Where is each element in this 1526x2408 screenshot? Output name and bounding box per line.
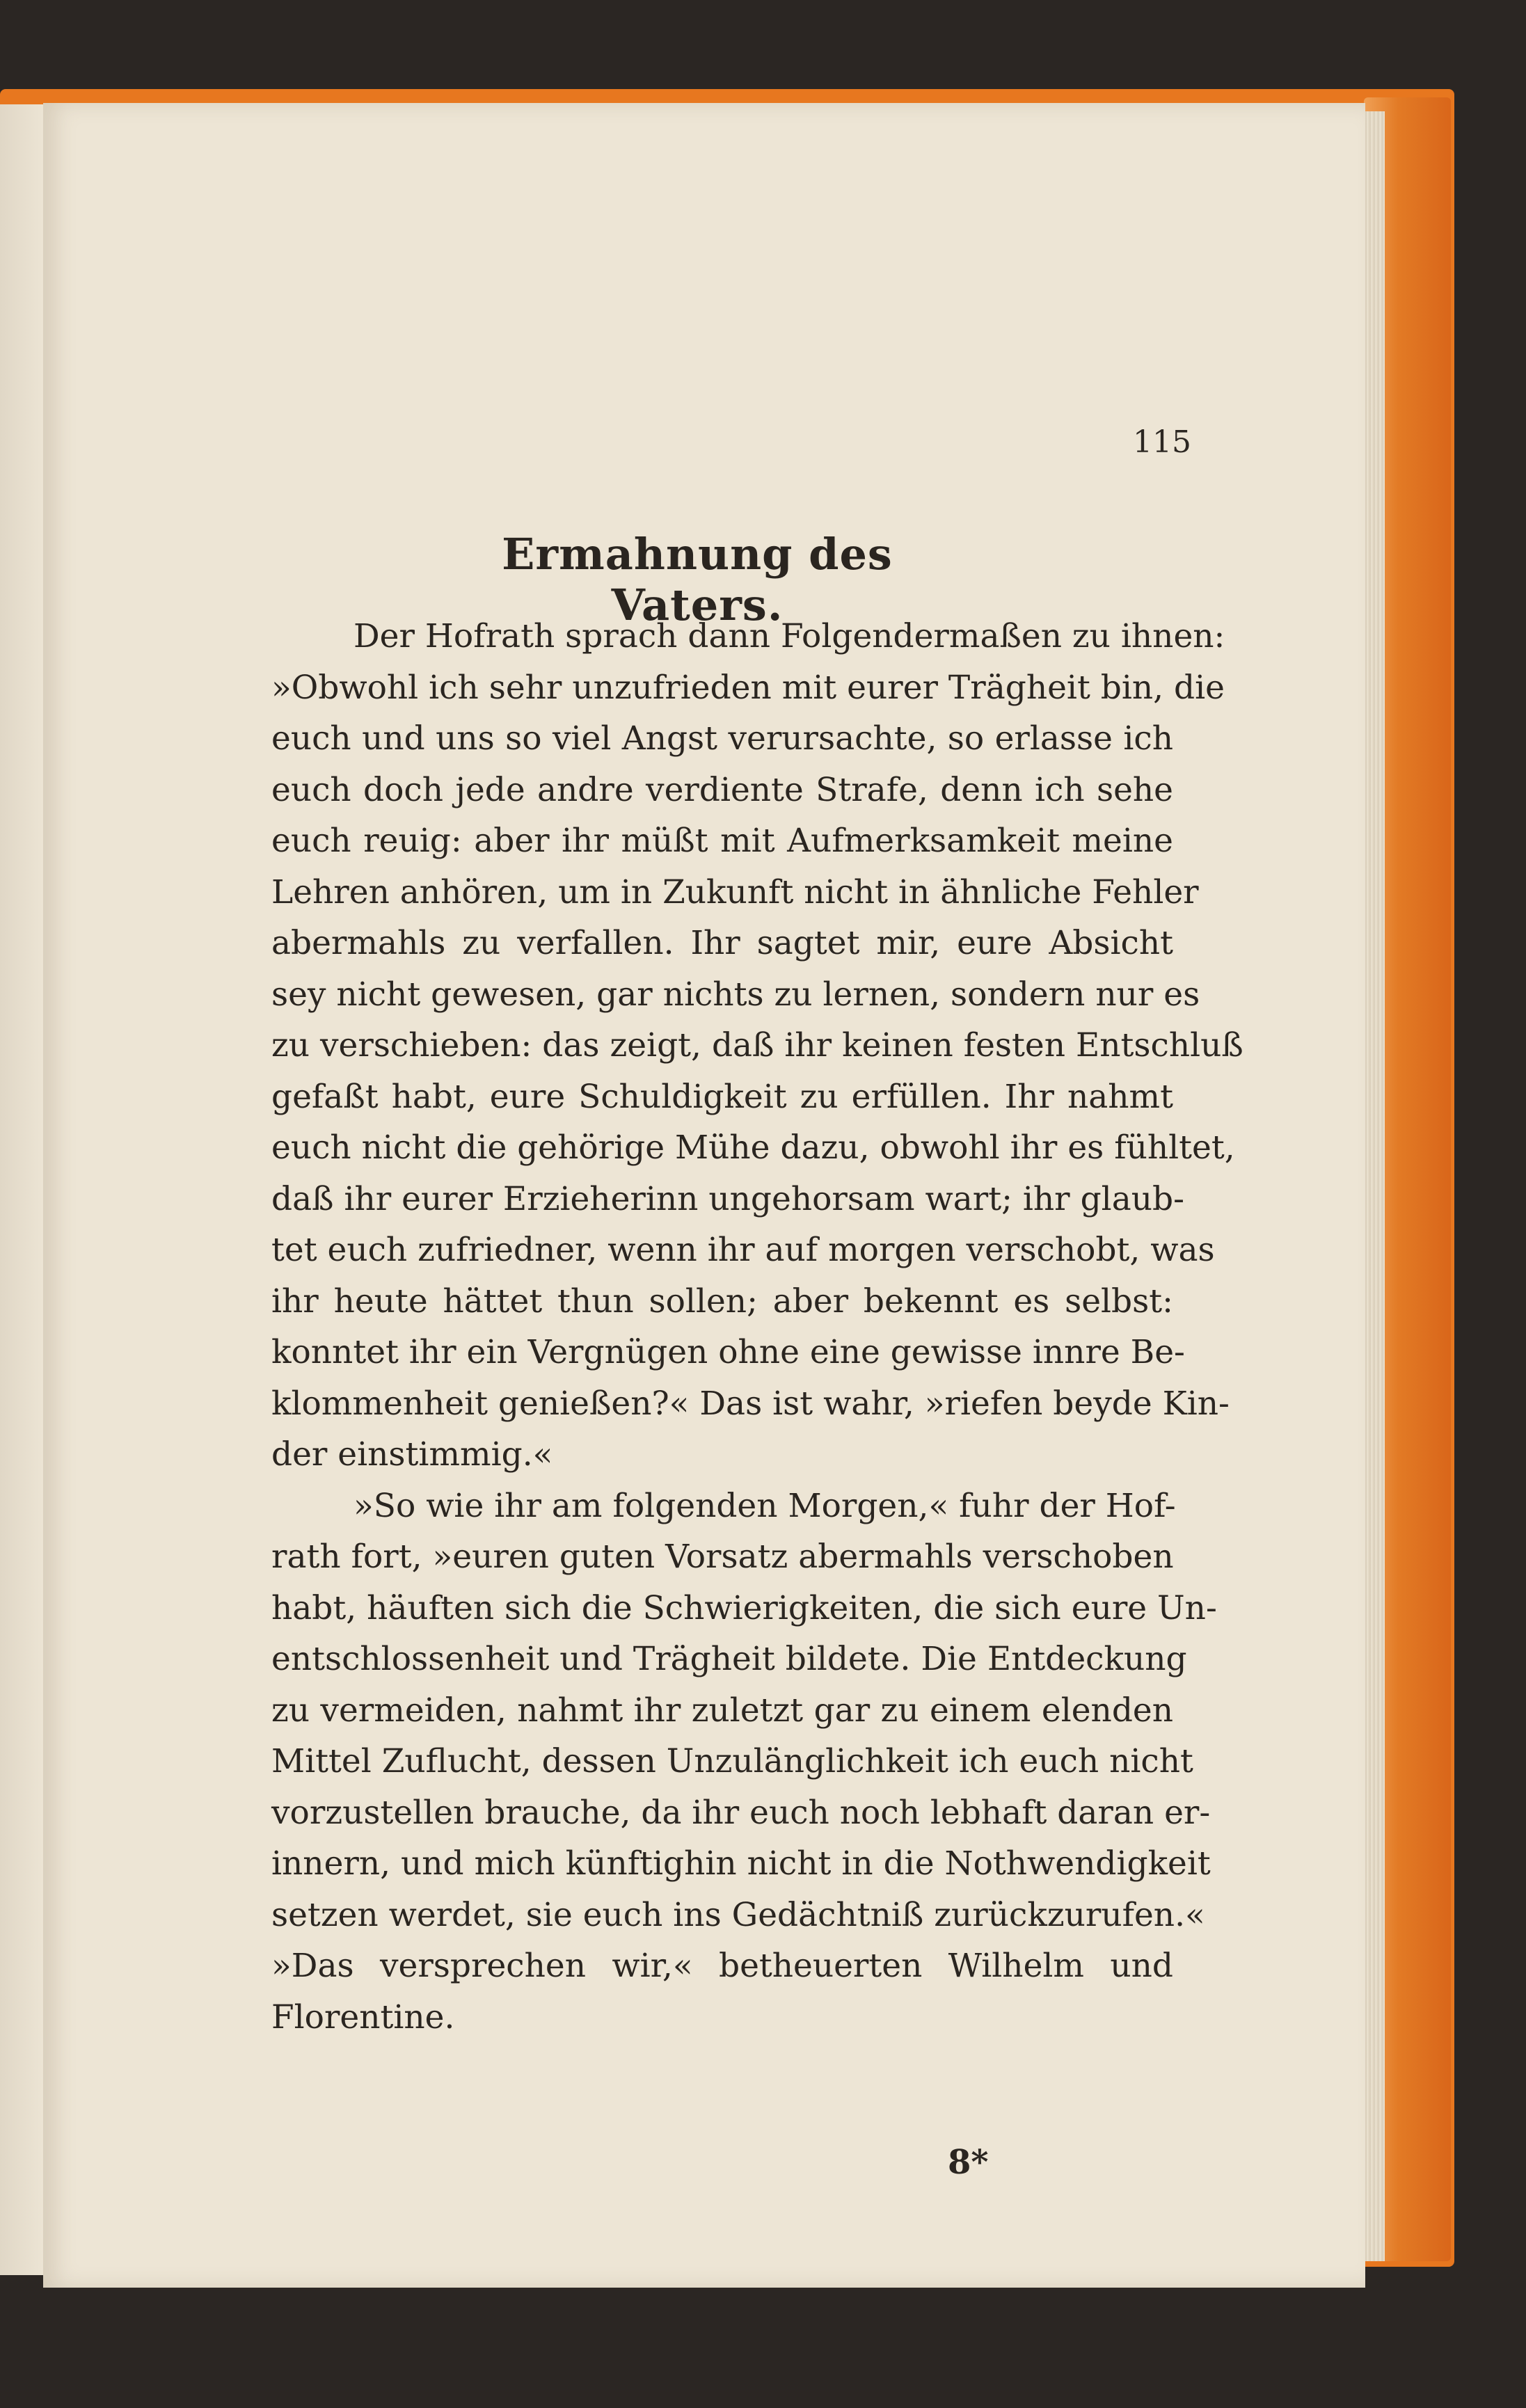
text-line: Der Hofrath sprach dann Folgendermaßen zu ihnen: — [353, 617, 1225, 655]
text-line: daß ihr eurer Erzieherinn ungehorsam wart; ihr glaub- — [271, 1179, 1184, 1218]
text-line: euch nicht die gehörige Mühe dazu, obwohl ihr es fühltet, — [271, 1129, 1235, 1167]
text-line: habt, häuften sich die Schwierigkeiten, die sich eure Un- — [271, 1588, 1217, 1627]
text-line: rath fort, »euren guten Vorsatz abermahls verschoben — [271, 1538, 1174, 1576]
text-line: gefaßt habt, eure Schuldigkeit zu erfüllen. Ihr nahmt — [271, 1077, 1173, 1116]
text-line: entschlossenheit und Trägheit bildete. Die Entdeckung — [271, 1640, 1187, 1678]
text-line: zu vermeiden, nahmt ihr zuletzt gar zu einem elenden — [271, 1691, 1173, 1730]
text-line: Lehren anhören, um in Zukunft nicht in ähnliche Fehler — [271, 872, 1199, 911]
body-text — [271, 611, 1243, 2043]
page-number: 115 — [1133, 424, 1191, 460]
text-line: konntet ihr ein Vergnügen ohne eine gewisse innre Be- — [271, 1333, 1185, 1371]
text-line: Florentine. — [271, 1998, 455, 2036]
chapter-heading: Ermahnung des Vaters. — [502, 529, 893, 630]
text-line: abermahls zu verfallen. Ihr sagtet mir, eure Absicht — [271, 924, 1173, 962]
text-line: euch und uns so viel Angst verursachte, so erlasse ich — [271, 719, 1173, 758]
text-line: euch reuig: aber ihr müßt mit Aufmerksamkeit meine — [271, 822, 1173, 860]
signature-mark: 8* — [948, 2143, 989, 2182]
text-line: innern, und mich künftighin nicht in die Nothwendigkeit — [271, 1844, 1211, 1883]
text-line: »Obwohl ich sehr unzufrieden mit eurer Trägheit bin, die — [271, 668, 1225, 707]
text-line: vorzustellen brauche, da ihr euch noch lebhaft daran er- — [271, 1793, 1211, 1832]
text-line: tet euch zufriedner, wenn ihr auf morgen verschobt, was — [271, 1231, 1215, 1269]
text-line: ihr heute hättet thun sollen; aber bekennt es selbst: — [271, 1282, 1173, 1321]
text-line: »So wie ihr am folgenden Morgen,« fuhr der Hof- — [353, 1486, 1176, 1525]
facing-page — [0, 104, 43, 2275]
text-line: klommenheit genießen?« Das ist wahr, »riefen beyde Kin- — [271, 1384, 1230, 1423]
text-line: der einstimmig.« — [271, 1435, 553, 1474]
text-line: sey nicht gewesen, gar nichts zu lernen, sondern nur es — [271, 975, 1200, 1014]
book-page — [43, 103, 1365, 2288]
text-line: euch doch jede andre verdiente Strafe, denn ich sehe — [271, 770, 1173, 809]
text-line: zu verschieben: das zeigt, daß ihr keinen festen Entschluß — [271, 1026, 1243, 1065]
text-line: Mittel Zuflucht, dessen Unzulänglichkeit ich euch nicht — [271, 1742, 1193, 1780]
text-line: setzen werdet, sie euch ins Gedächtniß zurückzurufen.« — [271, 1895, 1205, 1934]
text-line: »Das versprechen wir,« betheuerten Wilhelm und — [271, 1947, 1173, 1985]
